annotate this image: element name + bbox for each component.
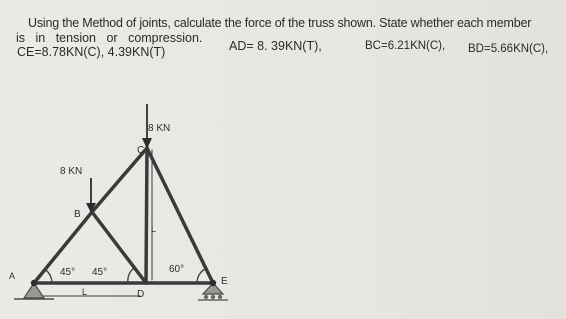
angle-arc-a xyxy=(46,270,52,283)
answer-ad: AD= 8. 39KN(T), xyxy=(229,39,322,53)
dim-label-ad: L xyxy=(82,287,88,297)
angle-label-d: 45° xyxy=(92,267,108,278)
node-label-a: A xyxy=(9,271,16,281)
dim-label-cd: L xyxy=(151,224,157,234)
node-label-e: E xyxy=(221,276,228,287)
node-label-b: B xyxy=(74,209,81,220)
load-label-c: 8 KN xyxy=(148,123,171,134)
problem-line-2: is in tension or compression. xyxy=(16,31,203,45)
member-bc xyxy=(92,148,147,212)
angle-arc-e xyxy=(197,269,205,283)
member-cd xyxy=(146,148,147,283)
angle-arc-d xyxy=(128,268,134,283)
answer-bc: BC=6.21KN(C), xyxy=(365,40,446,52)
angle-label-a: 45° xyxy=(60,267,76,278)
load-label-b: 8 KN xyxy=(60,166,83,177)
answer-ce-ab: CE=8.78KN(C), 4.39KN(T) xyxy=(17,45,166,59)
angle-label-e: 60° xyxy=(169,264,185,275)
member-ce xyxy=(147,148,213,283)
answer-bd: BD=5.66KN(C), xyxy=(468,43,549,55)
problem-line-1: Using the Method of joints, calculate the force of the truss shown. State whether each member xyxy=(28,16,532,30)
node-label-c: C xyxy=(137,145,145,156)
node-label-d: D xyxy=(137,289,145,300)
